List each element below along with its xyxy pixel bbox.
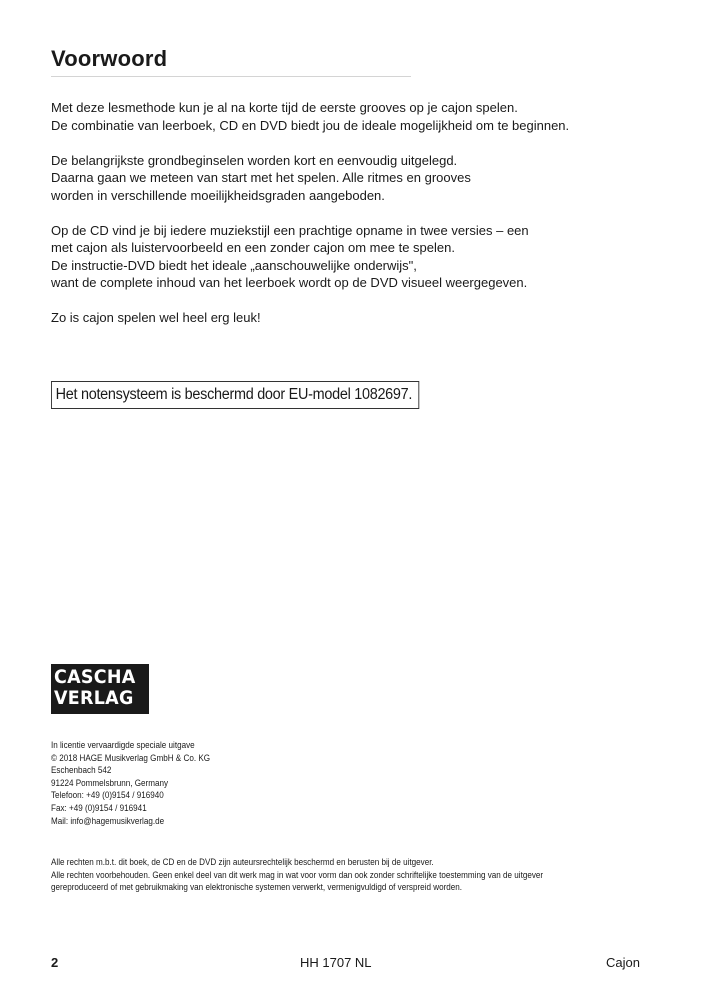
- imprint-line: Eschenbach 542: [51, 765, 112, 776]
- logo-line-2: VERLAG: [54, 687, 134, 709]
- foreword-paragraph: [51, 99, 671, 134]
- title-divider: [51, 76, 411, 77]
- catalog-number: HH 1707 NL: [300, 955, 372, 970]
- rights-line: Alle rechten voorbehouden. Geen enkel deel van dit werk mag in wat voor vorm dan ook zonder schriftelijke toestemming van de uitgever: [51, 869, 544, 880]
- publisher-imprint: [51, 739, 228, 827]
- notation-copyright-notice: Het notensysteem is beschermd door EU-model 1082697.: [51, 381, 419, 409]
- imprint-line: © 2018 HAGE Musikverlag GmbH & Co. KG: [51, 752, 211, 763]
- foreword-line: De combinatie van leerboek, CD en DVD biedt jou de ideale mogelijkheid om te beginnen.: [51, 117, 570, 133]
- foreword-line: Met deze lesmethode kun je al na korte tijd de eerste grooves op je cajon spelen.: [51, 100, 518, 115]
- page-title: Voorwoord: [51, 46, 168, 71]
- foreword-line: met cajon als luistervoorbeeld en een zonder cajon om mee te spelen.: [51, 240, 455, 255]
- rights-line: Alle rechten m.b.t. dit boek, de CD en de DVD zijn auteursrechtelijk beschermd en berusten bij de uitgever.: [51, 857, 434, 867]
- rights-statement: [51, 856, 598, 894]
- foreword-line: want de complete inhoud van het leerboek wordt op de DVD visueel weergegeven.: [51, 275, 528, 290]
- publisher-logo: [51, 664, 149, 714]
- imprint-line: In licentie vervaardigde speciale uitgave: [51, 740, 195, 750]
- imprint-line: Fax: +49 (0)9154 / 916941: [51, 802, 147, 813]
- foreword-text: [51, 99, 671, 344]
- foreword-paragraph: [51, 222, 671, 292]
- logo-line-1: CASCHA: [54, 666, 136, 688]
- page-number: 2: [51, 955, 59, 970]
- foreword-line: De instructie-DVD biedt het ideale „aanschouwelijke onderwijs",: [51, 257, 417, 273]
- foreword-line: Zo is cajon spelen wel heel erg leuk!: [51, 310, 261, 325]
- imprint-line: 91224 Pommelsbrunn, Germany: [51, 777, 169, 788]
- foreword-line: worden in verschillende moeilijkheidsgraden aangeboden.: [51, 187, 385, 203]
- foreword-line: Daarna gaan we meteen van start met het spelen. Alle ritmes en grooves: [51, 170, 471, 185]
- rights-line: gereproduceerd of met gebruikmaking van elektronische systemen verwerkt, vermenigvuldigd of verspreid worden.: [51, 882, 463, 893]
- book-title: Cajon: [606, 955, 640, 970]
- foreword-paragraph: [51, 152, 671, 205]
- foreword-line: Op de CD vind je bij iedere muziekstijl een prachtige opname in twee versies – een: [51, 222, 529, 238]
- foreword-paragraph: [51, 309, 671, 327]
- foreword-line: De belangrijkste grondbeginselen worden kort en eenvoudig uitgelegd.: [51, 152, 458, 168]
- imprint-email: Mail: info@hagemusikverlag.de: [51, 815, 165, 826]
- imprint-line: Telefoon: +49 (0)9154 / 916940: [51, 790, 164, 801]
